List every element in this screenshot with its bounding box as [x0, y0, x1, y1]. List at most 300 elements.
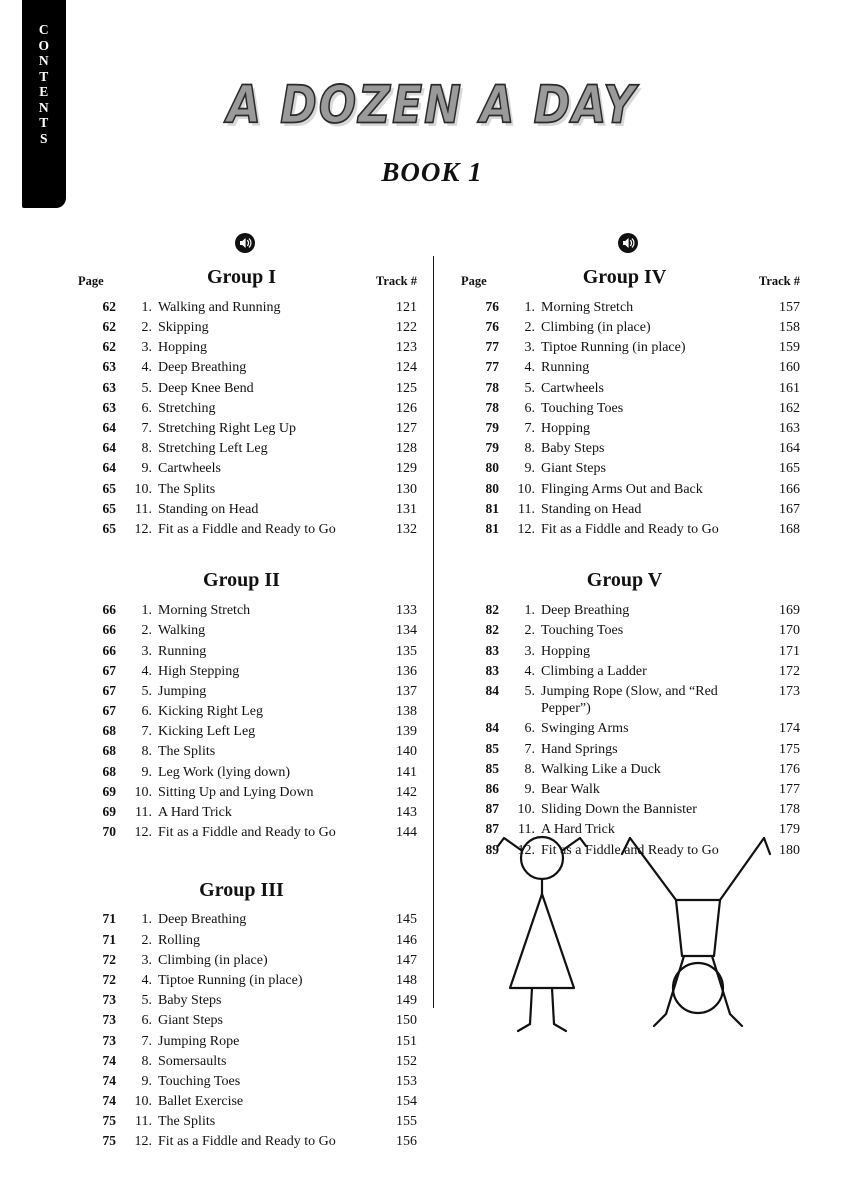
contents-row[interactable] — [455, 499, 800, 519]
row-title: Running — [541, 360, 590, 376]
row-title: The Splits — [158, 481, 216, 497]
row-track: 141 — [396, 764, 417, 780]
row-title: Giant Steps — [541, 461, 606, 477]
row-track: 149 — [396, 993, 417, 1009]
contents-row[interactable] — [72, 742, 417, 762]
contents-row[interactable] — [455, 438, 800, 458]
row-page: 75 — [102, 1113, 116, 1129]
row-page: 67 — [102, 703, 116, 719]
row-track: 168 — [779, 521, 800, 537]
contents-row[interactable] — [72, 701, 417, 721]
row-title: Flinging Arms Out and Back — [541, 481, 703, 497]
contents-row[interactable] — [455, 398, 800, 418]
row-page: 67 — [102, 682, 116, 698]
contents-row[interactable] — [455, 479, 800, 499]
contents-row[interactable] — [72, 762, 417, 782]
contents-row[interactable] — [72, 1051, 417, 1071]
contents-row[interactable] — [72, 990, 417, 1010]
row-page: 75 — [102, 1133, 116, 1149]
title-block — [0, 75, 864, 188]
row-title: Swinging Arms — [541, 721, 629, 737]
row-track: 154 — [396, 1094, 417, 1110]
row-track: 176 — [779, 761, 800, 777]
row-page: 63 — [102, 379, 116, 395]
contents-row[interactable] — [455, 459, 800, 479]
row-title: Baby Steps — [158, 993, 222, 1009]
row-number: 8. — [141, 1053, 152, 1069]
row-title: Kicking Right Leg — [158, 704, 263, 720]
speaker-row-left — [72, 232, 417, 260]
row-page: 89 — [485, 841, 499, 857]
row-page: 77 — [485, 359, 499, 375]
row-title: Hand Springs — [541, 741, 618, 757]
page-column-label: Page — [78, 274, 104, 288]
row-page: 71 — [102, 911, 116, 927]
row-page: 73 — [102, 1012, 116, 1028]
row-number: 3. — [141, 643, 152, 659]
row-number: 9. — [141, 1073, 152, 1089]
row-number: 3. — [141, 340, 152, 356]
contents-row[interactable] — [455, 378, 800, 398]
contents-row[interactable] — [455, 297, 800, 317]
contents-row[interactable] — [72, 782, 417, 802]
row-track: 142 — [396, 784, 417, 800]
row-page: 82 — [485, 602, 499, 618]
row-number: 11. — [135, 1114, 152, 1130]
row-number: 6. — [524, 400, 535, 416]
row-page: 70 — [102, 824, 116, 840]
row-track: 132 — [396, 521, 417, 537]
contents-tab-letter: S — [39, 130, 48, 146]
row-title: Sitting Up and Lying Down — [158, 784, 314, 800]
row-page: 81 — [485, 500, 499, 516]
row-page: 79 — [485, 420, 499, 436]
contents-row[interactable] — [72, 822, 417, 842]
row-number: 6. — [141, 1013, 152, 1029]
row-title: Baby Steps — [541, 441, 605, 457]
row-number: 2. — [141, 623, 152, 639]
contents-row[interactable] — [72, 317, 417, 337]
row-title: Bear Walk — [541, 782, 600, 798]
row-track: 169 — [779, 603, 800, 619]
row-page: 63 — [102, 359, 116, 375]
row-number: 4. — [524, 360, 535, 376]
row-number: 11. — [518, 822, 535, 838]
row-title: Kicking Left Leg — [158, 724, 256, 740]
row-track: 150 — [396, 1013, 417, 1029]
row-number: 3. — [141, 952, 152, 968]
row-page: 79 — [485, 440, 499, 456]
group-header — [72, 266, 417, 289]
row-track: 166 — [779, 481, 800, 497]
contents-row[interactable] — [72, 499, 417, 519]
contents-row[interactable] — [72, 600, 417, 620]
row-number: 5. — [141, 993, 152, 1009]
contents-tab-letter: N — [38, 53, 50, 68]
row-title: Rolling — [158, 932, 201, 948]
page-column-label: Page — [461, 274, 487, 288]
row-title: Morning Stretch — [541, 299, 634, 315]
row-track: 145 — [396, 912, 417, 928]
row-track: 167 — [779, 501, 800, 517]
contents-row[interactable] — [72, 398, 417, 418]
row-title: Touching Toes — [541, 623, 624, 639]
contents-row[interactable] — [72, 337, 417, 357]
row-number: 9. — [141, 461, 152, 477]
contents-tab-letter: E — [39, 84, 49, 99]
row-page: 80 — [485, 480, 499, 496]
contents-row[interactable] — [72, 721, 417, 741]
contents-row[interactable] — [72, 950, 417, 970]
row-title: Fit as a Fiddle and Ready to Go — [158, 521, 336, 537]
group-block-1 — [72, 266, 417, 539]
row-number: 3. — [524, 340, 535, 356]
row-number: 7. — [524, 421, 535, 437]
row-title: Deep Breathing — [541, 603, 630, 619]
row-title: Somersaults — [158, 1053, 227, 1069]
row-page: 74 — [102, 1093, 116, 1109]
row-number: 4. — [141, 360, 152, 376]
row-number: 10. — [134, 481, 152, 497]
row-number: 10. — [134, 1094, 152, 1110]
row-title: Walking Like a Duck — [541, 761, 661, 777]
row-title: Jumping — [158, 683, 207, 699]
row-number: 8. — [141, 744, 152, 760]
row-title: Fit as a Fiddle and Ready to Go — [541, 521, 719, 537]
row-number: 5. — [524, 380, 535, 396]
contents-row[interactable] — [72, 1132, 417, 1152]
row-page: 84 — [485, 682, 499, 698]
row-track: 160 — [779, 360, 800, 376]
row-page: 64 — [102, 460, 116, 476]
row-page: 87 — [485, 821, 499, 837]
row-number: 2. — [524, 623, 535, 639]
row-track: 129 — [396, 461, 417, 477]
contents-row[interactable] — [455, 681, 800, 719]
contents-row[interactable] — [72, 479, 417, 499]
row-number: 1. — [141, 299, 152, 315]
row-number: 9. — [524, 461, 535, 477]
row-track: 133 — [396, 603, 417, 619]
group-header — [72, 569, 417, 592]
contents-row[interactable] — [72, 418, 417, 438]
row-page: 68 — [102, 723, 116, 739]
row-page: 71 — [102, 931, 116, 947]
row-track: 140 — [396, 744, 417, 760]
row-title: Fit as a Fiddle and Ready to Go — [541, 842, 719, 858]
column-divider — [433, 256, 434, 1008]
row-number: 12. — [134, 521, 152, 537]
row-title: Deep Knee Bend — [158, 380, 254, 396]
row-page: 69 — [102, 783, 116, 799]
row-number: 1. — [524, 603, 535, 619]
row-track: 147 — [396, 952, 417, 968]
row-track: 171 — [779, 643, 800, 659]
row-track: 165 — [779, 461, 800, 477]
contents-tab-letter: C — [38, 22, 50, 37]
row-title: Climbing (in place) — [158, 952, 268, 968]
row-track: 136 — [396, 663, 417, 679]
row-track: 162 — [779, 400, 800, 416]
row-title: Climbing a Ladder — [541, 663, 647, 679]
row-page: 64 — [102, 420, 116, 436]
contents-row[interactable] — [72, 438, 417, 458]
row-title: The Splits — [158, 744, 216, 760]
row-track: 155 — [396, 1114, 417, 1130]
row-number: 8. — [141, 441, 152, 457]
row-number: 4. — [524, 663, 535, 679]
row-title: Touching Toes — [158, 1073, 241, 1089]
left-column — [72, 232, 417, 1182]
row-title: Stretching Left Leg — [158, 441, 268, 457]
row-title: Jumping Rope — [158, 1033, 240, 1049]
row-track: 170 — [779, 623, 800, 639]
contents-row[interactable] — [72, 358, 417, 378]
row-track: 135 — [396, 643, 417, 659]
row-title: Sliding Down the Bannister — [541, 802, 697, 818]
row-number: 9. — [524, 782, 535, 798]
group-title: Group V — [586, 569, 663, 592]
row-number: 7. — [141, 724, 152, 740]
contents-row[interactable] — [72, 620, 417, 640]
row-number: 12. — [134, 1134, 152, 1150]
contents-row[interactable] — [72, 970, 417, 990]
row-track: 158 — [779, 320, 800, 336]
contents-row[interactable] — [72, 519, 417, 539]
row-track: 177 — [779, 782, 800, 798]
row-number: 11. — [518, 501, 535, 517]
row-number: 6. — [141, 704, 152, 720]
row-title: Morning Stretch — [158, 603, 251, 619]
page-title: A DOZEN A DAY — [226, 75, 638, 136]
row-track: 134 — [396, 623, 417, 639]
contents-row[interactable] — [455, 620, 800, 640]
row-number: 12. — [517, 842, 535, 858]
row-page: 82 — [485, 622, 499, 638]
row-title: Tiptoe Running (in place) — [158, 972, 303, 988]
group-header — [455, 569, 800, 592]
contents-tab-letter: T — [39, 68, 49, 84]
row-track: 174 — [779, 721, 800, 737]
contents-tab-letter: O — [38, 37, 50, 53]
row-page: 76 — [485, 319, 499, 335]
row-track: 123 — [396, 340, 417, 356]
row-title: Jumping Rope (Slow, and “Red Pepper”) — [541, 683, 718, 717]
contents-row[interactable] — [455, 739, 800, 759]
row-page: 85 — [485, 760, 499, 776]
row-track: 144 — [396, 825, 417, 841]
row-page: 80 — [485, 460, 499, 476]
contents-row[interactable] — [455, 759, 800, 779]
speaker-icon — [234, 232, 256, 259]
contents-row[interactable] — [72, 910, 417, 930]
row-title: A Hard Trick — [541, 822, 615, 838]
row-page: 74 — [102, 1052, 116, 1068]
contents-row[interactable] — [72, 1071, 417, 1091]
row-number: 10. — [134, 784, 152, 800]
group-title: Group II — [203, 569, 280, 592]
row-number: 2. — [141, 932, 152, 948]
row-number: 11. — [135, 805, 152, 821]
row-title: Deep Breathing — [158, 912, 247, 928]
row-track: 139 — [396, 724, 417, 740]
row-number: 5. — [524, 683, 535, 699]
row-page: 73 — [102, 992, 116, 1008]
speaker-row-right — [455, 232, 800, 260]
row-page: 68 — [102, 743, 116, 759]
row-number: 8. — [524, 441, 535, 457]
group-title: Group IV — [582, 266, 667, 288]
contents-row[interactable] — [455, 779, 800, 799]
contents-row[interactable] — [72, 378, 417, 398]
row-title: Standing on Head — [158, 501, 259, 517]
row-track: 127 — [396, 421, 417, 437]
row-track: 130 — [396, 481, 417, 497]
row-track: 164 — [779, 441, 800, 457]
row-track: 122 — [396, 320, 417, 336]
contents-row[interactable] — [72, 1031, 417, 1051]
row-page: 74 — [102, 1072, 116, 1088]
row-number: 1. — [141, 912, 152, 928]
row-title: Cartwheels — [158, 461, 221, 477]
contents-row[interactable] — [72, 802, 417, 822]
contents-row[interactable] — [72, 641, 417, 661]
row-page: 65 — [102, 480, 116, 496]
contents-row[interactable] — [455, 519, 800, 539]
contents-row[interactable] — [72, 1111, 417, 1131]
row-title: Walking — [158, 623, 206, 639]
row-track: 156 — [396, 1134, 417, 1150]
row-page: 85 — [485, 740, 499, 756]
row-title: Leg Work (lying down) — [158, 764, 290, 780]
row-page: 62 — [102, 319, 116, 335]
row-title: Fit as a Fiddle and Ready to Go — [158, 825, 336, 841]
row-track: 121 — [396, 299, 417, 315]
row-number: 4. — [141, 972, 152, 988]
stick-figure-girl-arms-up — [498, 837, 586, 1031]
row-page: 66 — [102, 602, 116, 618]
contents-row[interactable] — [455, 600, 800, 620]
book-subtitle: BOOK 1 — [381, 157, 483, 187]
row-track: 178 — [779, 802, 800, 818]
row-title: Standing on Head — [541, 501, 642, 517]
illustration-group — [480, 828, 810, 1048]
contents-row[interactable] — [455, 641, 800, 661]
stick-figure-handstand — [622, 838, 770, 1026]
row-page: 77 — [485, 339, 499, 355]
row-track: 148 — [396, 972, 417, 988]
row-number: 2. — [141, 320, 152, 336]
group-block-2 — [72, 569, 417, 842]
row-track: 157 — [779, 299, 800, 315]
row-track: 131 — [396, 501, 417, 517]
row-page: 66 — [102, 622, 116, 638]
row-title: Running — [158, 643, 207, 659]
group-block-4 — [455, 266, 800, 539]
row-page: 65 — [102, 500, 116, 516]
row-title: Ballet Exercise — [158, 1094, 244, 1110]
row-number: 2. — [524, 320, 535, 336]
group-block-3 — [72, 879, 417, 1152]
group-header — [72, 879, 417, 902]
row-track: 137 — [396, 683, 417, 699]
contents-tab-letter: N — [38, 99, 50, 115]
row-title: Hopping — [541, 643, 590, 659]
row-track: 126 — [396, 400, 417, 416]
contents-row[interactable] — [455, 337, 800, 357]
contents-row[interactable] — [455, 358, 800, 378]
row-page: 84 — [485, 720, 499, 736]
row-page: 87 — [485, 801, 499, 817]
row-title: Fit as a Fiddle and Ready to Go — [158, 1134, 336, 1150]
contents-row[interactable] — [455, 799, 800, 819]
row-track: 180 — [779, 842, 800, 858]
row-number: 5. — [141, 683, 152, 699]
contents-row[interactable] — [455, 719, 800, 739]
row-number: 11. — [135, 501, 152, 517]
contents-row[interactable] — [455, 418, 800, 438]
contents-row[interactable] — [72, 930, 417, 950]
contents-row[interactable] — [72, 681, 417, 701]
contents-row[interactable] — [455, 317, 800, 337]
row-page: 86 — [485, 781, 499, 797]
contents-row[interactable] — [72, 1091, 417, 1111]
row-number: 5. — [141, 380, 152, 396]
group-block-5 — [455, 569, 800, 860]
row-title: The Splits — [158, 1114, 216, 1130]
row-number: 4. — [141, 663, 152, 679]
contents-row[interactable] — [455, 661, 800, 681]
row-page: 66 — [102, 642, 116, 658]
row-track: 172 — [779, 663, 800, 679]
row-page: 72 — [102, 951, 116, 967]
contents-row[interactable] — [72, 1010, 417, 1030]
row-page: 83 — [485, 642, 499, 658]
row-number: 10. — [517, 802, 535, 818]
row-number: 1. — [141, 603, 152, 619]
row-number: 10. — [517, 481, 535, 497]
row-page: 64 — [102, 440, 116, 456]
row-page: 67 — [102, 662, 116, 678]
row-page: 78 — [485, 379, 499, 395]
row-track: 161 — [779, 380, 800, 396]
row-title: Hopping — [158, 340, 207, 356]
row-title: Stretching Right Leg Up — [158, 421, 297, 437]
contents-row[interactable] — [72, 297, 417, 317]
row-title: Stretching — [158, 400, 216, 416]
row-page: 69 — [102, 804, 116, 820]
track-column-label: Track # — [375, 274, 417, 288]
row-number: 7. — [141, 421, 152, 437]
row-title: Tiptoe Running (in place) — [541, 340, 686, 356]
right-column — [455, 232, 800, 896]
row-title: Climbing (in place) — [541, 320, 651, 336]
row-track: 173 — [779, 683, 800, 699]
row-title: Giant Steps — [158, 1013, 223, 1029]
contents-row[interactable] — [72, 661, 417, 681]
row-number: 6. — [524, 721, 535, 737]
row-number: 8. — [524, 761, 535, 777]
track-column-label: Track # — [758, 274, 800, 288]
contents-row[interactable] — [72, 459, 417, 479]
speaker-icon — [617, 232, 639, 259]
row-title: A Hard Trick — [158, 805, 232, 821]
row-track: 146 — [396, 932, 417, 948]
row-track: 124 — [396, 360, 417, 376]
row-title: Deep Breathing — [158, 360, 247, 376]
row-number: 7. — [524, 741, 535, 757]
row-number: 6. — [141, 400, 152, 416]
